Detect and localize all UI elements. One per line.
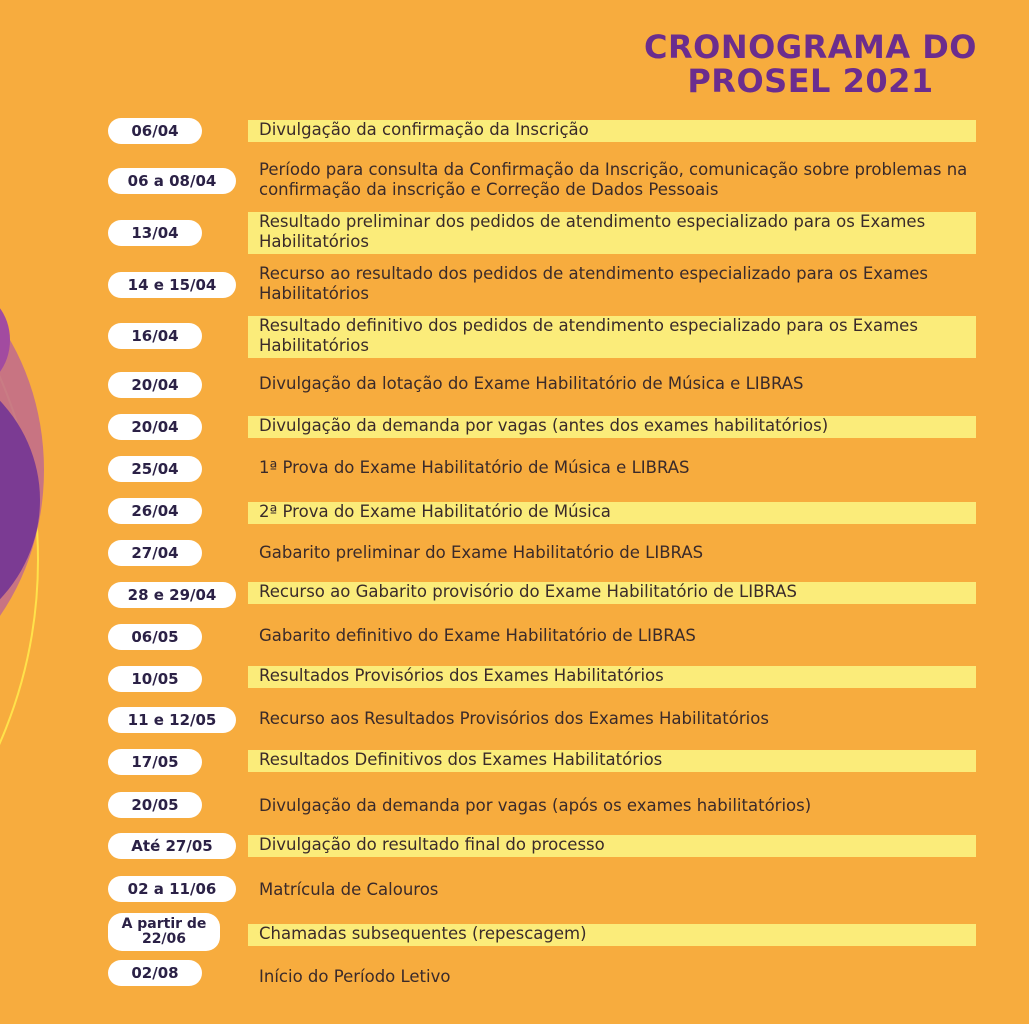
- date-pill: 06 a 08/04: [108, 168, 236, 194]
- schedule-item-text: Divulgação da demanda por vagas (antes dos exames habilitatórios): [248, 416, 976, 438]
- title-line-1: CRONOGRAMA DO: [644, 28, 977, 66]
- schedule-item-text: 2ª Prova do Exame Habilitatório de Música: [248, 502, 976, 524]
- page-title: [644, 30, 977, 98]
- date-pill: 27/04: [108, 540, 202, 566]
- date-pill: 17/05: [108, 749, 202, 775]
- schedule-item-text: Início do Período Letivo: [259, 967, 451, 986]
- schedule-item-text: 1ª Prova do Exame Habilitatório de Música e LIBRAS: [259, 458, 690, 477]
- date-pill: 28 e 29/04: [108, 582, 236, 608]
- schedule-item-text: Período para consulta da Confirmação da Inscrição, comunicação sobre problemas na confirmação da inscrição e Correção de Dados Pessoais: [259, 160, 968, 199]
- schedule-item-text: Resultado definitivo dos pedidos de atendimento especializado para os Exames Habilitatórios: [248, 316, 976, 358]
- schedule-item-text: Divulgação da confirmação da Inscrição: [248, 120, 976, 142]
- date-pill: 10/05: [108, 666, 202, 692]
- date-pill: 25/04: [108, 456, 202, 482]
- schedule-item-text: Divulgação da lotação do Exame Habilitatório de Música e LIBRAS: [259, 374, 804, 393]
- schedule-item-text: Resultados Provisórios dos Exames Habilitatórios: [248, 666, 976, 688]
- date-pill: 20/04: [108, 414, 202, 440]
- date-pill: 26/04: [108, 498, 202, 524]
- date-pill: 14 e 15/04: [108, 272, 236, 298]
- schedule-item-text: Divulgação da demanda por vagas (após os exames habilitatórios): [259, 796, 812, 815]
- schedule-item-text: Resultados Definitivos dos Exames Habilitatórios: [248, 750, 976, 772]
- schedule-item-text: Recurso ao resultado dos pedidos de atendimento especializado para os Exames Habilitatórios: [259, 264, 928, 303]
- date-pill: 20/05: [108, 792, 202, 818]
- date-pill: 02/08: [108, 960, 202, 986]
- decorative-circles: [0, 0, 60, 1024]
- date-pill: Até 27/05: [108, 833, 236, 859]
- date-pill: 11 e 12/05: [108, 707, 236, 733]
- schedule-item-text: Recurso ao Gabarito provisório do Exame Habilitatório de LIBRAS: [248, 582, 976, 604]
- schedule-item-text: Gabarito preliminar do Exame Habilitatório de LIBRAS: [259, 543, 704, 562]
- date-pill: 20/04: [108, 372, 202, 398]
- date-pill: 16/04: [108, 323, 202, 349]
- date-pill: 06/05: [108, 624, 202, 650]
- schedule-item-text: Gabarito definitivo do Exame Habilitatório de LIBRAS: [259, 626, 696, 645]
- schedule-item-text: Chamadas subsequentes (repescagem): [248, 924, 976, 946]
- schedule-item-text: Resultado preliminar dos pedidos de atendimento especializado para os Exames Habilitatórios: [248, 212, 976, 254]
- title-line-2: PROSEL 2021: [687, 62, 934, 100]
- date-pill: 13/04: [108, 220, 202, 246]
- date-pill: A partir de 22/06: [108, 913, 220, 951]
- schedule-item-text: Recurso aos Resultados Provisórios dos Exames Habilitatórios: [259, 709, 769, 728]
- schedule-item-text: Divulgação do resultado final do processo: [248, 835, 976, 857]
- date-pill: 02 a 11/06: [108, 876, 236, 902]
- schedule-item-text: Matrícula de Calouros: [259, 880, 439, 899]
- date-pill: 06/04: [108, 118, 202, 144]
